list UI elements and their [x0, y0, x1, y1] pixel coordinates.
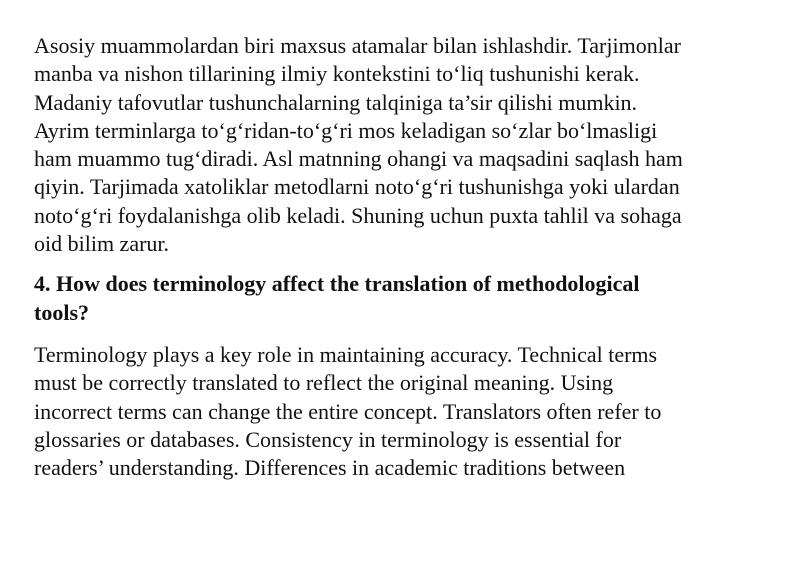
paragraph-line: Asosiy muammolardan biri maxsus atamalar bilan ishlashdir. Tarjimonlar — [34, 33, 681, 58]
paragraph-line: ham muammo tug‘diradi. Asl matnning ohangi va maqsadini saqlash ham — [34, 146, 683, 172]
paragraph-line: manba va nishon tillarining ilmiy kontekstini to‘liq tushunishi kerak. — [34, 61, 640, 87]
heading-line: 4. How does terminology affect the translation of methodological — [34, 271, 640, 297]
paragraph-line: must be correctly translated to reflect the original meaning. Using — [34, 370, 614, 396]
paragraph-line: Madaniy tafovutlar tushunchalarning talqiniga ta’sir qilishi mumkin. — [34, 89, 638, 115]
paragraph-line: noto‘g‘ri foydalanishga olib keladi. Shuning uchun puxta tahlil va sohaga — [34, 202, 682, 228]
paragraph-line: qiyin. Tarjimada xatoliklar metodlarni noto‘g‘ri tushunishga yoki ulardan — [34, 174, 680, 200]
paragraph-line: Terminology plays a key role in maintaining accuracy. Technical terms — [34, 341, 658, 367]
section-heading — [34, 270, 774, 327]
paragraph-line: incorrect terms can change the entire concept. Translators often refer to — [34, 398, 662, 424]
document-page — [34, 32, 774, 482]
paragraph-line: Ayrim terminlarga to‘g‘ridan-to‘g‘ri mos keladigan so‘zlar bo‘lmasligi — [34, 117, 658, 143]
paragraph-english — [34, 341, 774, 482]
paragraph-line: readers’ understanding. Differences in academic traditions between — [34, 455, 626, 481]
paragraph-line: oid bilim zarur. — [34, 231, 170, 257]
paragraph-uzbek — [34, 32, 774, 258]
paragraph-line: glossaries or databases. Consistency in terminology is essential for — [34, 426, 622, 452]
heading-line: tools? — [34, 299, 89, 325]
